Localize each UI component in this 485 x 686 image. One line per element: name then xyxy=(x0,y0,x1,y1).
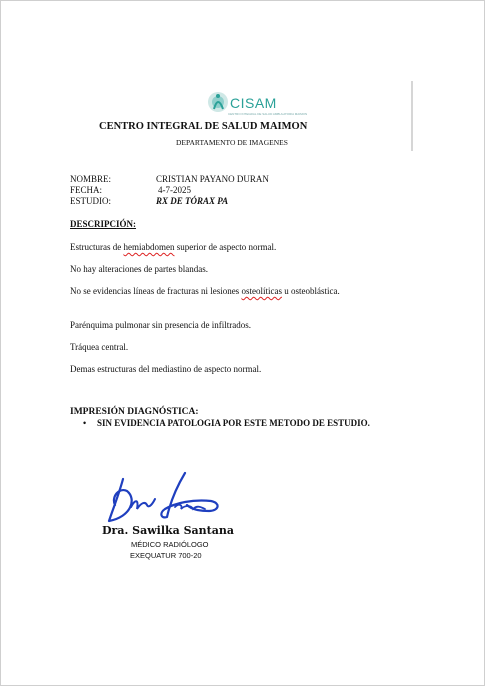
finding-paragraph: No hay alteraciones de partes blandas. xyxy=(70,264,208,274)
name-label: NOMBRE: xyxy=(70,174,112,184)
center-title: CENTRO INTEGRAL DE SALUD MAIMON xyxy=(99,121,308,132)
handwritten-signature-icon xyxy=(101,469,231,527)
name-value: CRISTIAN PAYANO DURAN xyxy=(156,174,269,184)
study-value: RX DE TÓRAX PA xyxy=(156,196,229,206)
finding-paragraph xyxy=(70,242,370,253)
date-value: 4-7-2025 xyxy=(158,185,191,195)
date-label: FECHA: xyxy=(70,185,103,195)
finding-paragraph: Demas estructuras del mediastino de aspecto normal. xyxy=(70,364,262,374)
text-run: superior de aspecto normal. xyxy=(174,242,277,252)
text-run: Estructuras de xyxy=(70,242,124,252)
finding-paragraph xyxy=(70,286,375,297)
logo-text: CISAM xyxy=(230,95,277,111)
department-title: DEPARTAMENTO DE IMAGENES xyxy=(176,138,288,147)
signatory-role: MÉDICO RADIÓLOGO xyxy=(131,540,209,549)
finding-paragraph: Parénquima pulmonar sin presencia de infiltrados. xyxy=(70,320,251,330)
impression-heading: IMPRESIÓN DIAGNÓSTICA: xyxy=(70,407,199,417)
spellcheck-word[interactable]: hemiabdomen xyxy=(123,242,175,252)
margin-marker xyxy=(411,81,413,151)
logo-subtext: CENTRO INTEGRAL DE SALUD AMBULATORIA MAIMON xyxy=(228,112,308,116)
bullet-icon: • xyxy=(83,418,87,428)
text-run: No se evidencias líneas de fracturas ni lesiones xyxy=(70,286,242,296)
finding-paragraph: Tráquea central. xyxy=(70,342,129,352)
signatory-exequatur: EXEQUATUR 700-20 xyxy=(130,551,202,560)
description-heading: DESCRIPCIÓN: xyxy=(70,219,137,229)
impression-item xyxy=(83,418,370,428)
study-label: ESTUDIO: xyxy=(70,196,111,206)
spellcheck-word[interactable]: osteolíticas xyxy=(241,286,282,296)
impression-text: SIN EVIDENCIA PATOLOGIA POR ESTE METODO DE ESTUDIO. xyxy=(97,418,370,428)
text-run: u osteoblástica. xyxy=(281,286,340,296)
signatory-name: Dra. Sawilka Santana xyxy=(102,524,234,537)
